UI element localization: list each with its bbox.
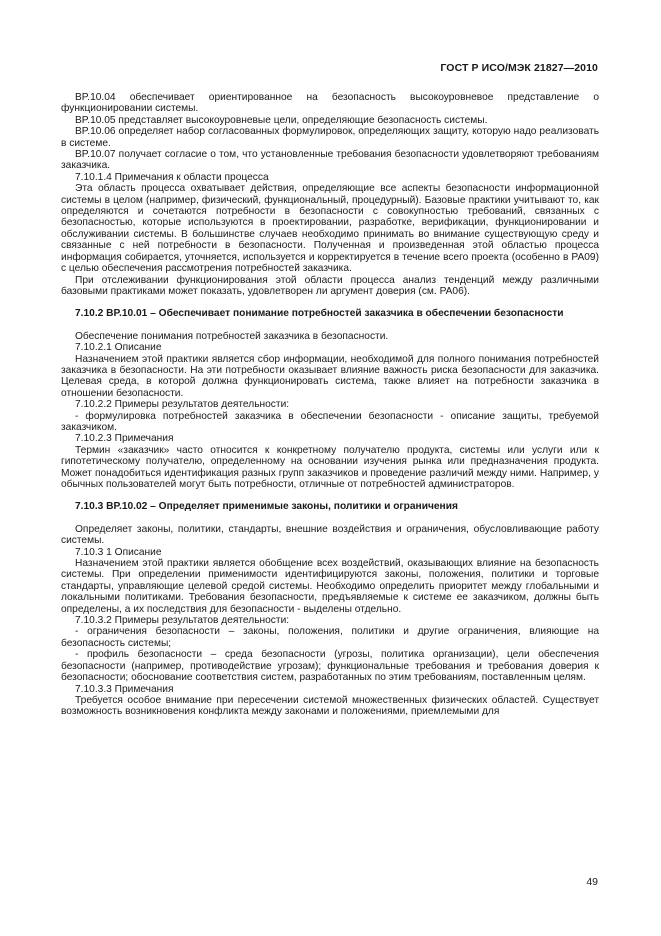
- paragraph: 7.10.3 1 Описание: [75, 546, 162, 558]
- paragraph: Назначением этой практики является сбор информации, необходимой для полного понимания потребностей заказчика в безопасности. На эти потребности оказывает влияние важность риска безопасности для заказчика. Целевая среда, в которой должна функционировать система, также влияет на потребности заказчика в отношении безопасности.: [61, 353, 599, 399]
- paragraph: 7.10.3.2 Примеры результатов деятельности:: [75, 615, 290, 627]
- paragraph: Определяет законы, политики, стандарты, внешние воздействия и ограничения, обусловливающие работу системы.: [61, 523, 599, 547]
- paragraph: Требуется особое внимание при пересечении системой множественных физических областей. Существует возможность возникновения конфликта между законами и положениями, приемлемыми для: [61, 694, 599, 718]
- paragraph: Эта область процесса охватывает действия, определяющие все аспекты безопасности информационной системы в целом (например, физический, функциональный, процедурный). Базовые практики учитывают то, как определяются и сочетаются потребности в безопасности с совокупностью требований, связанных с безопасностью, которые используются в проектировании, разработке, верификации, функционировании и обслуживании системы. В большинстве случаев необходимо принимать во внимание существующую среду и связанные с ней потребности в безопасности. Полученная и произведенная этой областью процесса информация собирается, уточняется, используется и корректируется в течение всего проекта (особенно в PA09) с целью обеспечения рассмотрения потребностей заказчика.: [61, 183, 599, 275]
- paragraph: - формулировка потребностей заказчика в обеспечении безопасности - описание защиты, требуемой заказчиком.: [61, 410, 599, 433]
- paragraph: 7.10.1.4 Примечания к области процесса: [75, 171, 269, 183]
- paragraph: 7.10.2.3 Примечания: [75, 433, 174, 445]
- section-heading: 7.10.3 BP.10.02 – Определяет применимые законы, политики и ограничения: [75, 501, 458, 513]
- paragraph: - профиль безопасности – среда безопасности (угрозы, политика организации), цели обеспечения безопасности (например, противодействие угрозам); функциональные требования и требования доверия к безопасности; обоснование соответствия систем, разработанных по этим требованиям, поставленным целям.: [61, 649, 599, 684]
- paragraph: Обеспечение понимания потребностей заказчика в безопасности.: [75, 330, 389, 342]
- paragraph: 7.10.2.2 Примеры результатов деятельности:: [75, 399, 290, 411]
- page-number: 49: [586, 876, 598, 888]
- section-heading: 7.10.2 BP.10.01 – Обеспечивает понимание потребностей заказчика в обеспечении безопасности: [75, 308, 564, 320]
- paragraph: Назначением этой практики является обобщение всех воздействий, оказывающих влияние на безопасность системы. При определении применимости идентифицируются законы, положения, политики и торговые стандарты, управляющие целевой средой системы. Необходимо определить приоритет между глобальными и локальными политиками. Требования безопасности, предъявляемые к системе ее заказчиком, должны быть определены, а их последствия для безопасности - выделены отдельно.: [61, 558, 599, 615]
- paragraph: BP.10.07 получает согласие о том, что установленные требования безопасности удовлетворяют требованиям заказчика.: [61, 149, 599, 172]
- paragraph: 7.10.3.3 Примечания: [75, 683, 174, 695]
- paragraph: При отслеживании функционирования этой области процесса анализ тенденций между различными базовыми практиками может показать, удовлетворен ли аргумент доверия (см. PA06).: [61, 274, 599, 297]
- paragraph: BP.10.06 определяет набор согласованных формулировок, определяющих защиту, которую надо реализовать в системе.: [61, 126, 599, 149]
- document-body: [61, 92, 599, 718]
- document-code-header: ГОСТ Р ИСО/МЭК 21827—2010: [440, 62, 598, 74]
- paragraph: BP.10.05 представляет высокоуровневые цели, определяющие безопасность системы.: [75, 114, 488, 126]
- paragraph: 7.10.2.1 Описание: [75, 342, 162, 354]
- paragraph: Термин «заказчик» часто относится к конкретному получателю продукта, системы или услуги или к гипотетическому получателю, определенному на основании изучения рынка или предназначения продукта. Может понадобиться идентификация разных групп заказчиков и проведение различий между ними. Например, у обычных пользователей могут быть потребности, отличные от потребностей администраторов.: [61, 444, 599, 490]
- paragraph: BP.10.04 обеспечивает ориентированное на безопасность высокоуровневое представление о функционировании системы.: [61, 92, 599, 115]
- paragraph: - ограничения безопасности – законы, положения, политики и другие ограничения, влияющие на безопасность системы;: [61, 626, 599, 649]
